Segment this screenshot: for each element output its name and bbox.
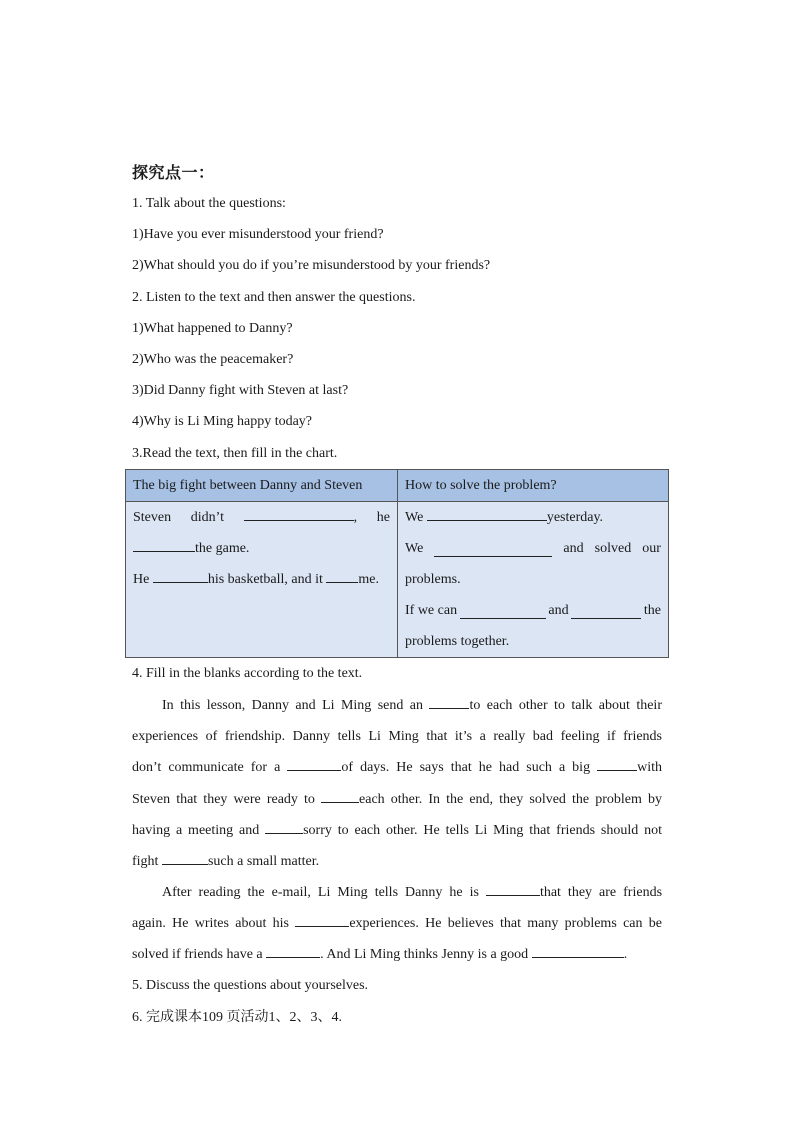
answer-blank[interactable] [429, 694, 469, 709]
question-3-title: 3.Read the text, then fill in the chart. [132, 446, 338, 461]
cell-text: the game. [195, 541, 250, 556]
question-1-item: 1)Have you ever misunderstood your friend? [132, 227, 384, 242]
question-2-item: 2)Who was the peacemaker? [132, 352, 294, 367]
answer-blank[interactable] [266, 943, 320, 958]
question-4-title: 4. Fill in the blanks according to the text. [132, 666, 363, 681]
chart-header-fight: The big fight between Danny and Steven [126, 470, 398, 502]
cell-text: If we can [405, 603, 458, 618]
passage-text: After reading the e-mail, Li Ming tells Danny he is [162, 885, 479, 900]
passage-text: again. He writes about his [132, 916, 289, 932]
passage-line [132, 752, 662, 783]
answer-blank[interactable] [597, 756, 637, 771]
passage-line [132, 815, 662, 846]
answer-blank[interactable] [162, 850, 208, 865]
cell-text: our [642, 541, 661, 556]
passage-paragraph-1 [132, 690, 662, 877]
chart-header-solve: How to solve the problem? [398, 470, 669, 502]
cell-text: me. [358, 572, 380, 587]
question-2-item: 1)What happened to Danny? [132, 321, 293, 336]
passage-text: experiences. He believes that many problems can be [349, 916, 663, 932]
passage-text: having a meeting and [132, 822, 260, 838]
cell-text: problems together. [405, 634, 510, 649]
cell-text: he [376, 510, 390, 525]
question-1-item: 2)What should you do if you’re misunderstood by your friends? [132, 258, 491, 273]
cell-text: problems. [405, 572, 461, 587]
cell-text: We [405, 541, 424, 556]
passage-line [132, 784, 662, 815]
answer-blank[interactable] [295, 912, 349, 927]
passage-text: that they are friends [539, 885, 663, 900]
passage-text: In this lesson, Danny and Li Ming send an [162, 698, 424, 713]
answer-blank[interactable] [532, 943, 624, 958]
passage-text: to each other to talk about their [469, 698, 662, 713]
passage-text: fight [132, 854, 159, 870]
passage-text: . And Li Ming thinks Jenny is a good [320, 947, 529, 963]
cell-text: solved [594, 541, 632, 556]
fill-in-chart [125, 469, 669, 658]
passage-text: experiences of friendship. Danny tells Li Ming that it’s a really bad feeling if friends [132, 729, 662, 745]
question-6-title: 6. 完成课本109 页活动1、2、3、4. [132, 1010, 342, 1025]
cell-text: , [353, 510, 358, 525]
question-2-item: 4)Why is Li Ming happy today? [132, 414, 313, 429]
passage-text: such a small matter. [207, 854, 320, 870]
passage-line [132, 908, 662, 939]
answer-blank[interactable] [571, 604, 641, 619]
answer-blank[interactable] [427, 506, 547, 521]
passage-text: with [637, 760, 662, 776]
answer-blank[interactable] [287, 756, 341, 771]
cell-text: We [405, 510, 424, 525]
question-2-item: 3)Did Danny fight with Steven at last? [132, 383, 349, 398]
cell-text: and [563, 541, 584, 556]
passage-line [132, 877, 662, 908]
passage-line [132, 721, 662, 752]
answer-blank[interactable] [265, 819, 303, 834]
answer-blank[interactable] [153, 568, 208, 583]
passage-text: each other. In the end, they solved the problem by [359, 791, 662, 807]
chart-cell-fight [126, 502, 398, 658]
answer-blank[interactable] [133, 537, 195, 552]
question-2-title: 2. Listen to the text and then answer the questions. [132, 290, 416, 305]
cell-text: Steven [133, 510, 172, 525]
passage-text: sorry to each other. He tells Li Ming that friends should not [303, 822, 662, 838]
question-1-title: 1. Talk about the questions: [132, 196, 286, 211]
cell-text: and [548, 603, 569, 618]
passage-text: solved if friends have a [132, 947, 263, 963]
answer-blank[interactable] [460, 604, 546, 619]
passage-paragraph-2 [132, 877, 662, 971]
answer-blank[interactable] [321, 788, 359, 803]
passage-line [132, 690, 662, 721]
passage-text: don’t communicate for a [132, 760, 281, 776]
page-heading: 探究点一： [132, 163, 215, 182]
cell-text: He [133, 572, 150, 587]
cell-text: his basketball, and it [207, 572, 323, 587]
passage-text: . [623, 947, 628, 963]
answer-blank[interactable] [326, 568, 358, 583]
passage-text: of days. He says that he had such a big [341, 760, 591, 776]
chart-cell-solve [398, 502, 669, 658]
cell-text: the [643, 603, 661, 618]
answer-blank[interactable] [244, 506, 354, 521]
question-5-title: 5. Discuss the questions about yourselves. [132, 978, 369, 993]
answer-blank[interactable] [486, 881, 540, 896]
passage-line [132, 846, 662, 877]
passage-text: Steven that they were ready to [132, 791, 315, 807]
passage-line [132, 939, 662, 970]
cell-text: yesterday. [546, 510, 604, 525]
answer-blank[interactable] [434, 542, 552, 557]
cell-text: didn’t [190, 510, 224, 525]
